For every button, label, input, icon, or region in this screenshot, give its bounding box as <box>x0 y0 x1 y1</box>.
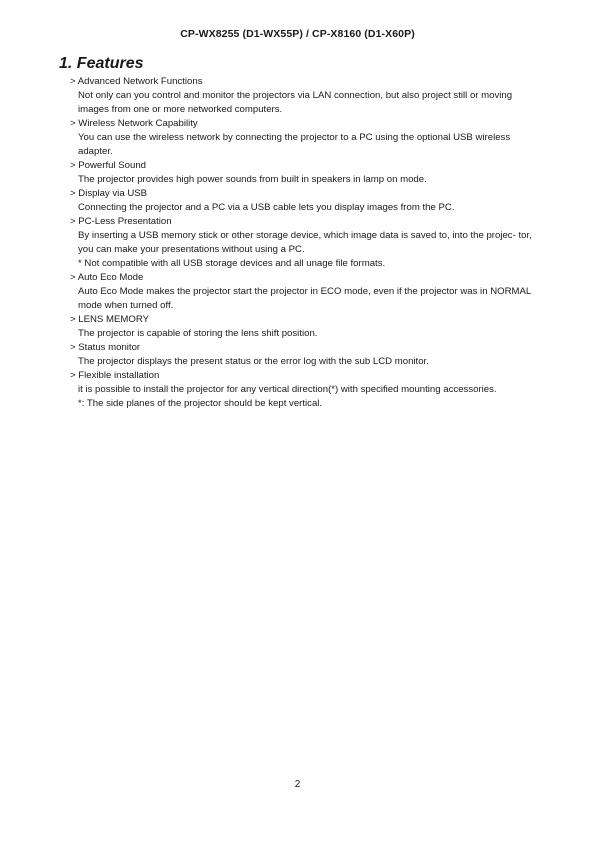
feature-description: Auto Eco Mode makes the projector start the projector in ECO mode, even if the projector was in NORMAL mode when turned off. <box>78 286 531 311</box>
feature-item <box>70 341 540 369</box>
feature-title: > Auto Eco Mode <box>70 272 144 283</box>
feature-note: *: The side planes of the projector should be kept vertical. <box>78 398 323 409</box>
feature-item <box>70 369 540 411</box>
page-number: 2 <box>294 779 301 790</box>
page-header: CP-WX8255 (D1-WX55P) / CP-X8160 (D1-X60P) <box>180 28 415 40</box>
feature-title: > PC-Less Presentation <box>70 216 172 227</box>
feature-description: The projector is capable of storing the lens shift position. <box>78 328 318 339</box>
feature-title: > Wireless Network Capability <box>70 118 198 129</box>
features-list <box>70 75 540 411</box>
section-title: 1. Features <box>59 55 144 72</box>
feature-item <box>70 313 540 341</box>
feature-description: it is possible to install the projector for any vertical direction(*) with specified mounting accessories. <box>78 384 497 395</box>
feature-title: > Powerful Sound <box>70 160 147 171</box>
feature-item <box>70 75 540 117</box>
feature-title: > Status monitor <box>70 342 141 353</box>
feature-description: The projector provides high power sounds from built in speakers in lamp on mode. <box>78 174 427 185</box>
feature-item <box>70 187 540 215</box>
feature-item <box>70 215 540 271</box>
feature-description: The projector displays the present status or the error log with the sub LCD monitor. <box>78 356 429 367</box>
feature-title: > Display via USB <box>70 188 148 199</box>
feature-description: By inserting a USB memory stick or other storage device, which image data is saved to, into the projec- tor, you can make your presentations without using a PC. <box>78 230 532 255</box>
feature-note: * Not compatible with all USB storage devices and all unage file formats. <box>78 258 386 269</box>
feature-description: You can use the wireless network by connecting the projector to a PC using the optional USB wireless adapter. <box>78 132 511 157</box>
feature-item <box>70 159 540 187</box>
feature-item <box>70 271 540 313</box>
feature-item <box>70 117 540 159</box>
feature-description: Connecting the projector and a PC via a USB cable lets you display images from the PC. <box>78 202 455 213</box>
feature-title: > Advanced Network Functions <box>70 76 203 87</box>
feature-title: > Flexible installation <box>70 370 160 381</box>
feature-description: Not only can you control and monitor the projectors via LAN connection, but also project still or moving images from one or more networked computers. <box>78 90 513 115</box>
feature-title: > LENS MEMORY <box>70 314 149 325</box>
